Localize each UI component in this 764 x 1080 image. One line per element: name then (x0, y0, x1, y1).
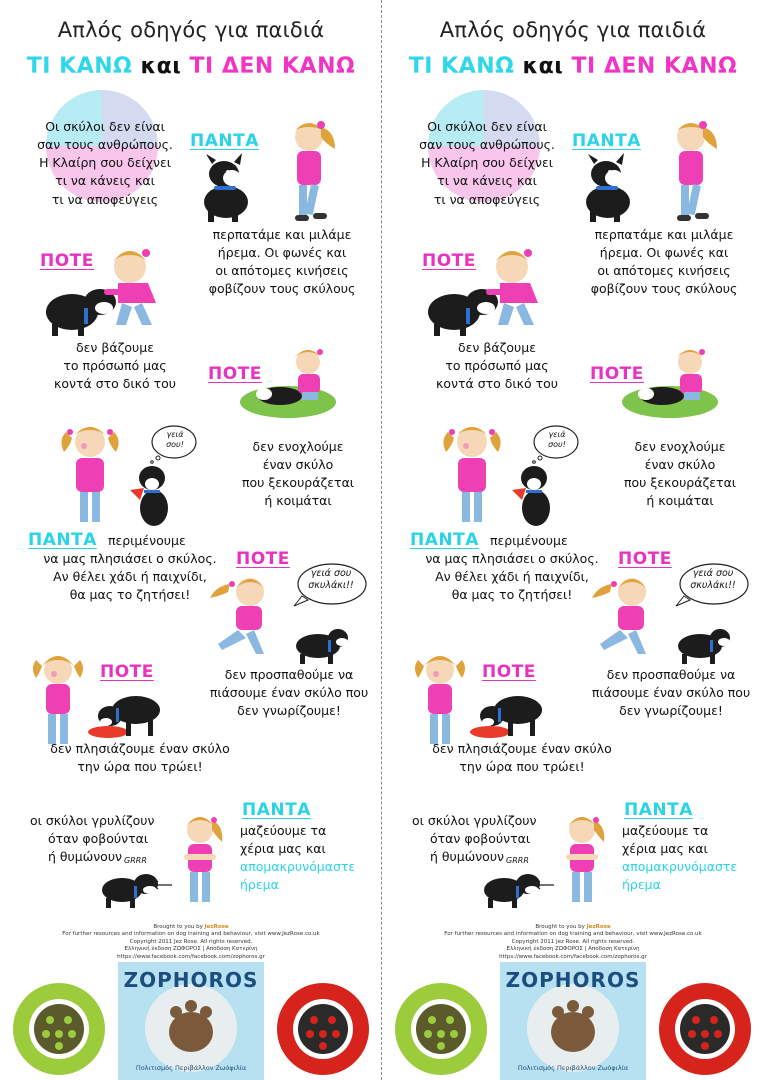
leaflet-column-right (382, 0, 764, 1080)
text-line: μαζεύουμε τα (622, 823, 709, 838)
never-label: ΠΟΤΕ (618, 549, 672, 569)
intro-line: σαν τους ανθρώπους. (37, 137, 173, 153)
brought-text: Brought to you by (535, 924, 585, 930)
text-line: κοντά στο δικό του (53, 376, 177, 392)
always-walk-text (192, 226, 372, 299)
text-line: περπατάμε και μιλάμε (212, 227, 352, 242)
bubble-line: σου! (548, 439, 566, 449)
text-line: πιάσουμε έναν σκύλο που (591, 685, 751, 701)
girl-crouching-icon (100, 245, 168, 337)
text-line: όταν φοβούνται (48, 831, 149, 847)
girl-running-icon (588, 574, 668, 662)
text-line: οι σκύλοι γρυλίζουν (412, 813, 537, 828)
never-catch-text (200, 666, 378, 720)
arrow-icon (532, 880, 554, 890)
bubble-line: γειά σου (310, 568, 352, 579)
text-line: κοντά στο δικό του (435, 376, 559, 392)
text-line: να μας πλησιάσει ο σκύλος. (43, 551, 217, 566)
always-label: ΠΑΝΤΑ (190, 131, 259, 151)
dog-running-icon (284, 622, 354, 666)
speech-bubble-text (542, 430, 572, 449)
intro-text (402, 118, 572, 209)
intro-line: Οι σκύλοι δεν είναι (427, 119, 547, 134)
text-line: πιάσουμε έναν σκύλο που (209, 685, 369, 701)
text-line: να μας πλησιάσει ο σκύλος. (425, 551, 599, 566)
growl-intro-text (412, 812, 552, 866)
dog-with-toy-icon (506, 460, 562, 530)
zophoros-name: ZOPHOROS (505, 968, 641, 992)
never-label: ΠΟΤΕ (590, 364, 644, 384)
footer-line: Ελληνική έκδοση ΖΩΦΟΡΟΣ | Απόδοση Κατερίνη (506, 946, 640, 953)
text-line: περιμένουμε (107, 533, 186, 548)
text-line: ή θυμώνουν (430, 849, 505, 865)
leaflet-subtitle (0, 54, 382, 79)
text-line: ή κοιμάται (646, 493, 714, 509)
brought-text: Brought to you by (153, 924, 203, 930)
always-label: ΠΑΝΤΑ (572, 131, 641, 151)
intro-line: τι να αποφεύγεις (433, 191, 541, 207)
never-label: ΠΟΤΕ (208, 364, 262, 384)
footer-line: For further resources and information on dog training and behaviour, visit www.JezRose.co.uk (62, 931, 320, 938)
intro-line: σαν τους ανθρώπους. (419, 137, 555, 153)
subtitle-dont: ΤΙ ΔΕΝ ΚΑΝΩ (189, 54, 356, 79)
dog-sitting-icon (570, 152, 650, 224)
girl-walking-icon (275, 115, 345, 227)
speech-bubble-text (682, 568, 744, 592)
never-label: ΠΟΤΕ (236, 549, 290, 569)
dog-sitting-icon (188, 152, 268, 224)
bubble-line: γειά (548, 430, 566, 439)
text-line: δεν γνωρίζουμε! (619, 703, 723, 719)
text-line: περπατάμε και μιλάμε (594, 227, 734, 242)
bubble-line: σκυλάκι!! (690, 579, 736, 591)
girl-arms-folded-icon (554, 812, 612, 908)
text-line: ήρεμα. Οι φωνές και (599, 245, 729, 261)
footer-line: Copyright 2011 Jez Rose. All rights reserved. (511, 938, 635, 945)
text-line: δεν βάζουμε (76, 340, 154, 355)
leaflet-title: Απλός οδηγός για παιδιά (439, 18, 707, 42)
leaflet-subtitle (382, 54, 764, 79)
subtitle-dont: ΤΙ ΔΕΝ ΚΑΝΩ (571, 54, 738, 79)
highlight-line: απομακρυνόμαστε (622, 859, 738, 875)
text-line: δεν πλησιάζουμε έναν σκύλο (432, 741, 612, 756)
dog-running-icon (666, 622, 736, 666)
girl-standing-icon (28, 650, 90, 750)
highlight-line: ήρεμα (240, 877, 279, 893)
footer-line: Copyright 2011 Jez Rose. All rights reserved. (129, 938, 253, 945)
footer-credits (402, 924, 744, 961)
text-line: ή κοιμάται (264, 493, 332, 509)
zophoros-tagline: Πολιτισμός Περιβάλλον Ζωόφιλία (135, 1064, 247, 1072)
subtitle-and: και (140, 54, 182, 79)
never-label: ΠΟΤΕ (40, 251, 94, 271)
text-line: όταν φοβούνται (430, 831, 531, 847)
never-sleeping-text (228, 438, 368, 511)
intro-text (20, 118, 190, 209)
intro-line: Η Κλαίρη σου δείχνει (421, 155, 553, 171)
never-label: ΠΟΤΕ (100, 662, 154, 682)
dog-eating-icon (84, 686, 168, 740)
never-sleeping-text (610, 438, 750, 511)
footer-credits (20, 924, 362, 961)
footer-line: https://www.facebook.com/facebook.com/zophoros.gr (117, 953, 265, 960)
always-retreat-text (240, 822, 380, 895)
zophoros-tagline: Πολιτισμός Περιβάλλον Ζωόφιλία (517, 1064, 629, 1072)
brand-logo: JezRose (204, 924, 229, 930)
footer-line: https://www.facebook.com/facebook.com/zophoros.gr (499, 953, 647, 960)
text-line: έναν σκύλο (262, 457, 334, 473)
text-line: φοβίζουν τους σκύλους (590, 281, 738, 297)
text-line: δεν προσπαθούμε να (606, 667, 736, 682)
always-wait-line (410, 530, 568, 550)
text-line: που ξεκουράζεται (623, 475, 737, 491)
text-line: έναν σκύλο (644, 457, 716, 473)
bubble-line: γειά (166, 430, 184, 439)
always-label: ΠΑΝΤΑ (242, 800, 311, 820)
sleeping-dog-icon (236, 346, 346, 422)
leaflet-title: Απλός οδηγός για παιδιά (57, 18, 325, 42)
speech-bubble-text (160, 430, 190, 449)
text-line: φοβίζουν τους σκύλους (208, 281, 356, 297)
subtitle-do: ΤΙ ΚΑΝΩ (408, 54, 515, 79)
never-eating-text (402, 740, 642, 776)
text-line: δεν βάζουμε (458, 340, 536, 355)
zophoros-name: ZOPHOROS (123, 968, 259, 992)
intro-line: Οι σκύλοι δεν είναι (45, 119, 165, 134)
subtitle-and: και (522, 54, 564, 79)
girl-running-icon (206, 574, 286, 662)
never-eating-text (20, 740, 260, 776)
brand-logo: JezRose (586, 924, 611, 930)
intro-line: τι να κάνεις και (437, 173, 537, 189)
speech-bubble-text (300, 568, 362, 592)
green-organization-badge (392, 980, 490, 1078)
growl-sound: GRRR (506, 856, 529, 865)
subtitle-do: ΤΙ ΚΑΝΩ (26, 54, 133, 79)
always-label: ΠΑΝΤΑ (410, 530, 479, 550)
text-line: το πρόσωπό μας (445, 358, 549, 374)
highlight-line: απομακρυνόμαστε (240, 859, 356, 875)
always-wait-line (28, 530, 186, 550)
bubble-line: γειά σου (692, 568, 734, 579)
text-line: την ώρα που τρώει! (77, 759, 203, 775)
dog-eating-icon (466, 686, 550, 740)
highlight-line: ήρεμα (622, 877, 661, 893)
text-line: θα μας το ζητήσει! (69, 587, 191, 603)
text-line: χέρια μας και (240, 841, 326, 857)
text-line: δεν πλησιάζουμε έναν σκύλο (50, 741, 230, 756)
footer-line: Ελληνική έκδοση ΖΩΦΟΡΟΣ | Απόδοση Κατερίνη (124, 946, 258, 953)
growl-sound: GRRR (124, 856, 147, 865)
always-retreat-text (622, 822, 762, 895)
always-wait-text (412, 550, 612, 604)
red-organization-badge (274, 980, 372, 1078)
never-label: ΠΟΤΕ (422, 251, 476, 271)
never-face-text (40, 339, 190, 393)
always-wait-text (30, 550, 230, 604)
text-line: ήρεμα. Οι φωνές και (217, 245, 347, 261)
intro-line: Η Κλαίρη σου δείχνει (39, 155, 171, 171)
sleeping-dog-icon (618, 346, 728, 422)
dog-with-toy-icon (124, 460, 180, 530)
girl-crouching-icon (482, 245, 550, 337)
girl-walking-icon (657, 115, 727, 227)
never-face-text (422, 339, 572, 393)
text-line: Αν θέλει χάδι ή παιχνίδι, (53, 569, 207, 585)
text-line: οι απότομες κινήσεις (215, 263, 349, 279)
green-organization-badge (10, 980, 108, 1078)
always-label: ΠΑΝΤΑ (28, 530, 97, 550)
never-label: ΠΟΤΕ (482, 662, 536, 682)
red-organization-badge (656, 980, 754, 1078)
text-line: περιμένουμε (489, 533, 568, 548)
brought-line (402, 924, 744, 931)
text-line: χέρια μας και (622, 841, 708, 857)
text-line: οι σκύλοι γρυλίζουν (30, 813, 155, 828)
text-line: οι απότομες κινήσεις (597, 263, 731, 279)
girl-standing-icon (56, 418, 126, 530)
text-line: ή θυμώνουν (48, 849, 123, 865)
always-label: ΠΑΝΤΑ (624, 800, 693, 820)
text-line: μαζεύουμε τα (240, 823, 327, 838)
text-line: Αν θέλει χάδι ή παιχνίδι, (435, 569, 589, 585)
text-line: που ξεκουράζεται (241, 475, 355, 491)
text-line: θα μας το ζητήσει! (451, 587, 573, 603)
never-catch-text (582, 666, 760, 720)
text-line: την ώρα που τρώει! (459, 759, 585, 775)
girl-standing-icon (410, 650, 472, 750)
footer-line: For further resources and information on dog training and behaviour, visit www.JezRose.co.uk (444, 931, 702, 938)
bubble-line: σκυλάκι!! (308, 579, 354, 591)
arrow-icon (150, 880, 172, 890)
text-line: δεν ενοχλούμε (634, 439, 726, 454)
intro-line: τι να αποφεύγεις (51, 191, 159, 207)
growl-intro-text (30, 812, 170, 866)
girl-standing-icon (438, 418, 508, 530)
text-line: δεν ενοχλούμε (252, 439, 344, 454)
brought-line (20, 924, 362, 931)
text-line: δεν προσπαθούμε να (224, 667, 354, 682)
text-line: το πρόσωπό μας (63, 358, 167, 374)
always-walk-text (574, 226, 754, 299)
girl-arms-folded-icon (172, 812, 230, 908)
bubble-line: σου! (166, 439, 184, 449)
intro-line: τι να κάνεις και (55, 173, 155, 189)
text-line: δεν γνωρίζουμε! (237, 703, 341, 719)
